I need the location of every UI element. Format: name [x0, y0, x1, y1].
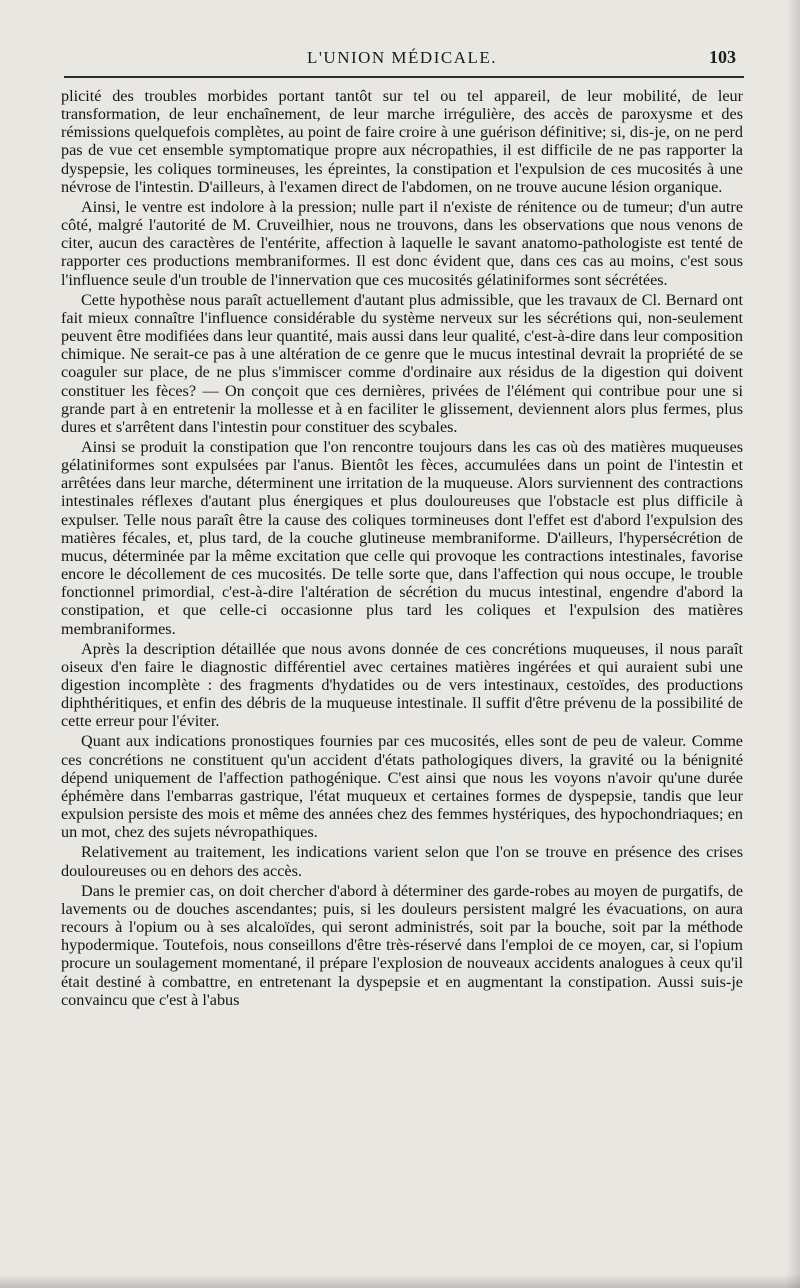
paragraph: Après la description détaillée que nous avons donnée de ces concrétions muqueuses, il nous paraît oiseux d'en faire le diagnostic différentiel avec certaines matières ingérées et qui auraient subi une digestion incomplète : des fragments d'hydatides ou de vers intestinaux, cestoïdes, des productions diphthéritiques, et enfin des débris de la muqueuse intestinale. Il suffit d'être prévenu de la possibilité de cette erreur pour l'éviter. — [61, 639, 743, 731]
paragraph: plicité des troubles morbides portant tantôt sur tel ou tel appareil, de leur mobilité, de leur transformation, de leur enchaînement, de leur marche irrégulière, des accès de paroxysme et des rémissions quelquefois complètes, au point de faire croire à une guérison définitive; si, dis-je, on ne perd pas de vue cet ensemble symptomatique propre aux nécropathies, il est difficile de ne pas rapporter la dyspepsie, les coliques tormineuses, les épreintes, la constipation et l'expulsion de ces mucosités à une névrose de l'intestin. D'ailleurs, à l'examen direct de l'abdomen, on ne trouve aucune lésion organique. — [61, 87, 743, 196]
page-header — [60, 44, 744, 70]
running-title: L'UNION MÉDICALE. — [306, 48, 498, 67]
body-text — [61, 87, 743, 1011]
page-bottom-shadow — [0, 1274, 800, 1288]
page-number: 103 — [709, 47, 736, 67]
header-rule — [64, 76, 744, 78]
paragraph: Relativement au traitement, les indications varient selon que l'on se trouve en présence des crises douloureuses ou en dehors des accès. — [61, 843, 743, 880]
paragraph: Dans le premier cas, on doit chercher d'abord à déterminer des garde-robes au moyen de purgatifs, de lavements ou de douches ascendantes; puis, si les douleurs persistent malgré les évacuations, on aura recours à l'opium ou à ses alcaloïdes, qui seront administrés, soit par la bouche, soit par la méthode hypodermique. Toutefois, nous conseillons d'être très-réservé dans l'emploi de ce moyen, car, si l'opium procure un soulagement momentané, il prépare l'explosion de nouveaux accidents analogues à ceux qu'il était destiné à combattre, en entretenant la dyspepsie et en augmentant la constipation. Aussi suis-je convaincu que c'est à l'abus — [61, 881, 743, 1009]
paragraph: Cette hypothèse nous paraît actuellement d'autant plus admissible, que les travaux de Cl. Bernard ont fait mieux connaître l'influence considérable du système nerveux sur les sécrétions qui, non-seulement peuvent être modifiées dans leur quantité, mais aussi dans leur qualité, c'est-à-dire dans leur composition chimique. Ne serait-ce pas à une altération de ce genre que le mucus intestinal devrait la propriété de se coaguler sur place, de ne plus s'immiscer comme d'ordinaire aux résidus de la digestion qui doivent constituer les fèces? — On conçoit que ces dernières, privées de l'élément qui contribue pour une si grande part à en entretenir la mollesse et à en faciliter le glissement, deviennent alors plus fermes, plus dures et s'arrêtent dans l'intestin pour constituer des scybales. — [61, 290, 743, 436]
paragraph: Ainsi se produit la constipation que l'on rencontre toujours dans les cas où des matières muqueuses gélatiniformes sont expulsées par l'anus. Bientôt les fèces, accumulées dans un point de l'intestin et arrêtées dans leur marche, déterminent une irritation de la muqueuse. Alors surviennent des contractions intestinales réflexes d'autant plus énergiques et plus douloureuses que l'obstacle est plus difficile à expulser. Telle nous paraît être la cause des coliques tormineuses dont l'effet est d'abord l'expulsion des matières fécales, et, plus tard, de la couche glutineuse membraniforme. D'ailleurs, l'hypersécrétion de mucus, déterminée par la même excitation que celle qui provoque les contractions intestinales, favorise encore le décollement de ces mucosités. De telle sorte que, dans l'affection qui nous occupe, le trouble fonctionnel primordial, c'est-à-dire l'altération de sécrétion du mucus intestinal, engendre d'abord la constipation, et que celle-ci occasionne plus tard les coliques et l'expulsion des matières membraniformes. — [61, 437, 743, 638]
paragraph: Ainsi, le ventre est indolore à la pression; nulle part il n'existe de rénitence ou de tumeur; d'un autre côté, malgré l'autorité de M. Cruveilhier, nous ne trouvons, dans les observations que nous venons de citer, aucun des caractères de l'entérite, affection à laquelle le savant anatomo-pathologiste est tenté de rapporter ces productions membraniformes. Il est donc évident que, dans ces cas au moins, c'est sous l'influence seule d'un trouble de l'innervation que ces mucosités gélatiniformes sont sécrétées. — [61, 197, 743, 289]
paragraph: Quant aux indications pronostiques fournies par ces mucosités, elles sont de peu de valeur. Comme ces concrétions ne constituent qu'un accident d'états pathologiques divers, la gravité ou la bénignité dépend uniquement de l'affection pathogénique. C'est ainsi que nous les voyons n'avoir qu'une durée éphémère dans l'embarras gastrique, l'état muqueux et certaines formes de dyspepsie, tandis que leur expulsion persiste des mois et même des années chez des femmes hystériques, des hypochondriaques; en un mot, chez des sujets névropathiques. — [61, 732, 743, 842]
page-edge-shadow — [786, 0, 800, 1288]
